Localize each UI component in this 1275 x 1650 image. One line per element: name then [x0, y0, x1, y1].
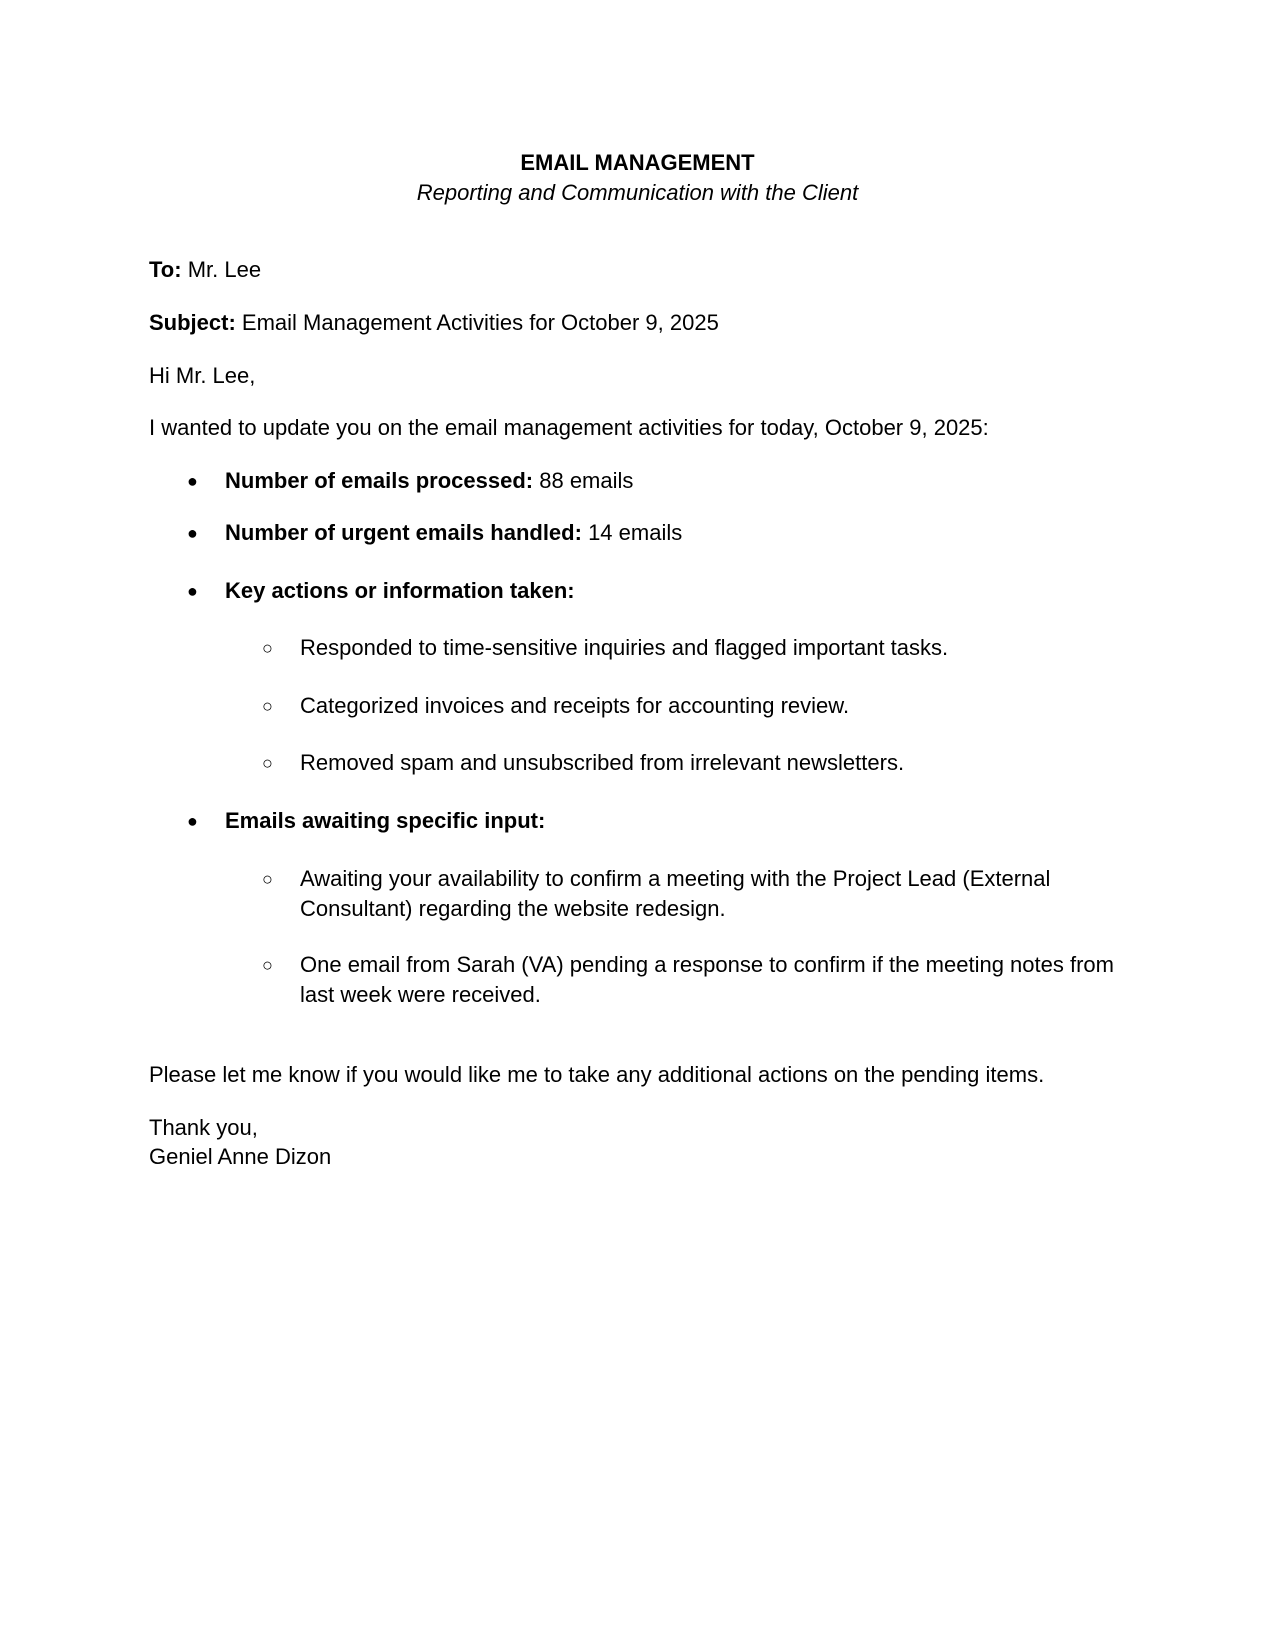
- list-item-key-actions: [225, 576, 575, 606]
- sub-bullet-circle: ○: [262, 869, 273, 889]
- list-item-label: Key actions or information taken:: [225, 578, 575, 603]
- to-value: Mr. Lee: [187, 257, 262, 282]
- list-item-label: Number of emails processed:: [225, 468, 534, 493]
- bullet-dot: ●: [187, 581, 198, 601]
- sub-list-item: Removed spam and unsubscribed from irrelevant newsletters.: [300, 750, 905, 775]
- subject-label: Subject:: [149, 310, 236, 335]
- sub-bullet-circle: ○: [262, 638, 273, 658]
- signoff: Thank you,: [149, 1115, 258, 1140]
- list-item-value: 14 emails: [588, 520, 683, 545]
- list-item-urgent-emails: [225, 518, 682, 548]
- document-title: EMAIL MANAGEMENT: [520, 150, 755, 175]
- sub-bullet-circle: ○: [262, 955, 273, 975]
- list-item-label: Emails awaiting specific input:: [225, 808, 546, 833]
- sub-bullet-circle: ○: [262, 696, 273, 716]
- subject-value: Email Management Activities for October 9, 2025: [241, 310, 719, 335]
- list-item-awaiting-input: [225, 806, 545, 836]
- to-label: To:: [149, 257, 182, 282]
- list-item-value: 88 emails: [539, 468, 634, 493]
- sub-list-item: Awaiting your availability to confirm a meeting with the Project Lead (External Consultant) regarding the website redesign.: [300, 866, 1051, 921]
- greeting: Hi Mr. Lee,: [149, 363, 256, 388]
- sub-bullet-circle: ○: [262, 753, 273, 773]
- signature-name: Geniel Anne Dizon: [149, 1144, 332, 1169]
- sub-list-item: Categorized invoices and receipts for accounting review.: [300, 693, 850, 718]
- subject-line: [149, 308, 719, 338]
- list-item-emails-processed: [225, 466, 633, 496]
- sub-list-item: One email from Sarah (VA) pending a response to confirm if the meeting notes from last week were received.: [300, 952, 1114, 1007]
- document-subtitle: Reporting and Communication with the Client: [416, 180, 859, 205]
- bullet-dot: ●: [187, 471, 198, 491]
- sub-list-item: Responded to time-sensitive inquiries and flagged important tasks.: [300, 635, 949, 660]
- closing-paragraph: Please let me know if you would like me to take any additional actions on the pending items.: [149, 1062, 1045, 1087]
- bullet-dot: ●: [187, 811, 198, 831]
- intro-paragraph: I wanted to update you on the email management activities for today, October 9, 2025:: [149, 415, 989, 440]
- bullet-dot: ●: [187, 523, 198, 543]
- to-line: [149, 255, 261, 285]
- list-item-label: Number of urgent emails handled:: [225, 520, 582, 545]
